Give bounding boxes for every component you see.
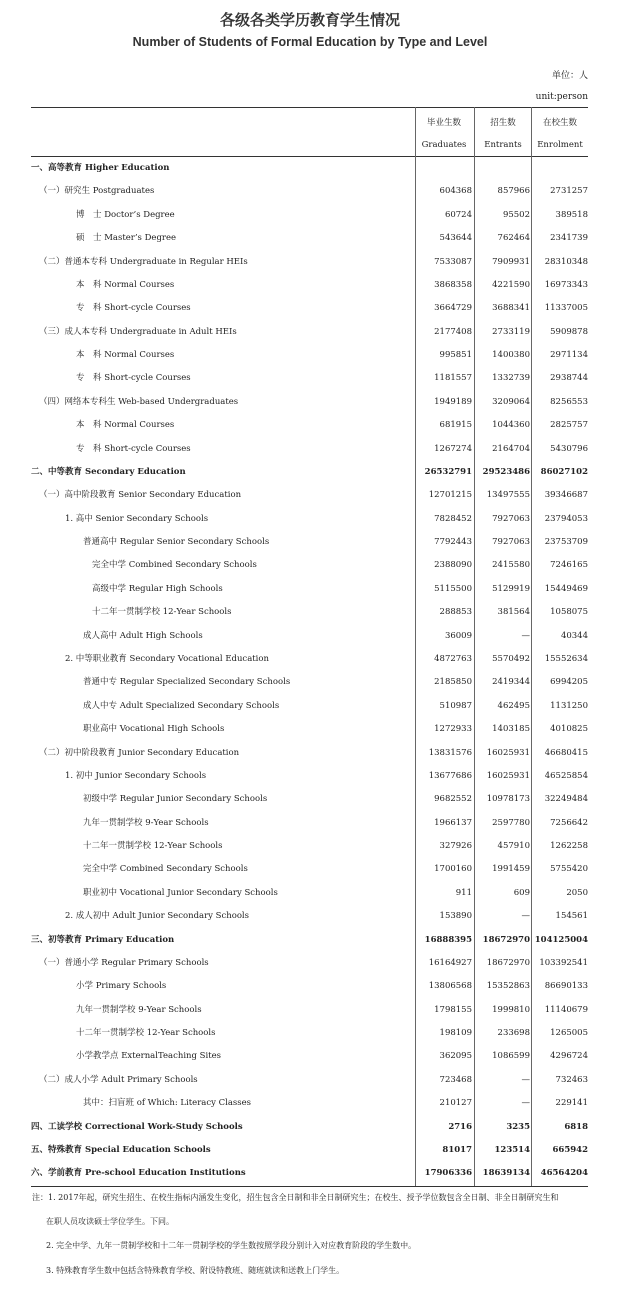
cell-graduates: 7533087 <box>434 256 472 267</box>
cell-graduates: 1267274 <box>434 443 472 454</box>
table-row <box>31 414 588 436</box>
footnote-line: 在职人员攻读硕士学位学生。下同。 <box>46 1217 174 1226</box>
cell-enrolment: 28310348 <box>544 256 588 267</box>
cell-enrolment: 389518 <box>555 209 588 220</box>
table-row <box>31 1092 588 1114</box>
cell-enrolment: 2825757 <box>550 420 588 431</box>
cell-enrolment: 46525854 <box>544 770 588 781</box>
cell-entrants: 233698 <box>497 1028 530 1039</box>
cell-entrants: 3235 <box>506 1121 530 1132</box>
cell-graduates: 3664729 <box>434 303 472 314</box>
cell-enrolment: 7256642 <box>550 817 588 828</box>
row-label: （一）研究生 Postgraduates <box>39 186 155 197</box>
cell-entrants: 609 <box>513 887 530 898</box>
cell-entrants: 10978173 <box>486 794 530 805</box>
table-row <box>31 1069 588 1091</box>
row-label: 成人高中 Adult High Schools <box>83 630 203 641</box>
cell-entrants: 2415580 <box>492 560 530 571</box>
cell-enrolment: 1058075 <box>550 607 588 618</box>
cell-entrants: 1086599 <box>492 1051 530 1062</box>
table-row <box>31 999 588 1021</box>
cell-graduates: 723468 <box>439 1074 472 1085</box>
cell-entrants: — <box>521 630 530 641</box>
cell-entrants: 18672970 <box>486 957 530 968</box>
cell-graduates: 210127 <box>439 1098 472 1109</box>
table-row <box>31 718 588 740</box>
cell-entrants: 3688341 <box>492 303 530 314</box>
row-label: 职业初中 Vocational Junior Secondary Schools <box>83 887 278 898</box>
cell-graduates: 4872763 <box>434 653 472 664</box>
row-label: 本 科 Normal Courses <box>76 420 175 431</box>
table-top-rule <box>31 107 588 108</box>
header-enrolment-en: Enrolment <box>537 140 583 150</box>
cell-entrants: 5129919 <box>492 583 530 594</box>
header-entrants-cn: 招生数 <box>490 118 516 128</box>
table-row <box>31 578 588 600</box>
cell-enrolment: 32249484 <box>544 794 588 805</box>
row-label: （三）成人本专科 Undergraduate in Adult HEIs <box>39 326 237 337</box>
cell-graduates: 36009 <box>444 630 472 641</box>
table-row <box>31 1045 588 1067</box>
page-title-cn: 各级各类学历教育学生情况 <box>219 11 400 29</box>
row-label: 成人中专 Adult Specialized Secondary Schools <box>83 700 280 711</box>
cell-entrants: 18639134 <box>482 1168 530 1179</box>
row-label: 十二年一贯制学校 12-Year Schools <box>76 1028 216 1039</box>
row-label: 普通高中 Regular Senior Secondary Schools <box>83 537 270 548</box>
cell-graduates: 510987 <box>439 700 472 711</box>
header-entrants-en: Entrants <box>484 140 522 150</box>
cell-enrolment: 46564204 <box>540 1168 588 1179</box>
row-label: （二）普通本专科 Undergraduate in Regular HEIs <box>39 256 248 267</box>
cell-enrolment: 15552634 <box>544 653 588 664</box>
cell-graduates: 1798155 <box>434 1004 472 1015</box>
cell-entrants: 123514 <box>494 1144 530 1155</box>
row-label: 1. 初中 Junior Secondary Schools <box>65 770 207 781</box>
cell-graduates: 543644 <box>439 233 472 244</box>
cell-graduates: 13677686 <box>428 770 472 781</box>
cell-entrants: 1991459 <box>492 864 530 875</box>
table-row <box>31 508 588 530</box>
cell-graduates: 1181557 <box>434 373 472 384</box>
row-label: 完全中学 Combined Secondary Schools <box>83 864 248 875</box>
cell-entrants: 457910 <box>497 841 530 852</box>
row-label: 专 科 Short-cycle Courses <box>76 303 191 314</box>
table-row <box>31 835 588 857</box>
row-label: 2. 中等职业教育 Secondary Vocational Education <box>65 653 269 664</box>
table-row <box>31 929 588 951</box>
cell-entrants: 7927063 <box>492 513 530 524</box>
cell-entrants: 1403185 <box>492 724 530 735</box>
cell-enrolment: 6994205 <box>550 677 588 688</box>
cell-enrolment: 6818 <box>564 1121 588 1132</box>
header-graduates-en: Graduates <box>421 140 467 150</box>
cell-graduates: 3868358 <box>434 279 472 290</box>
cell-graduates: 1272933 <box>434 724 472 735</box>
row-label: （一）高中阶段教育 Senior Secondary Education <box>39 490 242 501</box>
row-label: 二、中等教育 Secondary Education <box>31 466 186 477</box>
cell-graduates: 2177408 <box>434 326 472 337</box>
cell-enrolment: 8256553 <box>550 396 588 407</box>
table-row <box>31 648 588 670</box>
cell-graduates: 7828452 <box>434 513 472 524</box>
table-row <box>31 882 588 904</box>
cell-enrolment: 5909878 <box>550 326 588 337</box>
cell-entrants: 7909931 <box>492 256 530 267</box>
table-row <box>31 601 588 623</box>
unit-label-en: unit:person <box>535 92 588 102</box>
header-graduates-cn: 毕业生数 <box>426 118 461 128</box>
cell-entrants: 2733119 <box>492 326 530 337</box>
row-label: 六、学前教育 Pre-school Education Institutions <box>31 1168 246 1179</box>
cell-graduates: 604368 <box>439 186 472 197</box>
cell-entrants: 18672970 <box>482 934 530 945</box>
cell-enrolment: 229141 <box>555 1098 588 1109</box>
cell-graduates: 153890 <box>439 911 472 922</box>
cell-entrants: 16025931 <box>486 770 530 781</box>
row-label: 普通中专 Regular Specialized Secondary Schools <box>83 677 291 688</box>
cell-graduates: 13806568 <box>428 981 472 992</box>
cell-graduates: 2185850 <box>434 677 472 688</box>
table-bottom-rule <box>31 1186 588 1187</box>
row-label: 小学教学点 ExternalTeaching Sites <box>76 1051 221 1062</box>
cell-entrants: 3209064 <box>492 396 530 407</box>
cell-entrants: 1400380 <box>492 350 530 361</box>
row-label: 本 科 Normal Courses <box>76 279 175 290</box>
table-row <box>31 274 588 296</box>
cell-enrolment: 23753709 <box>544 537 588 548</box>
row-label: 职业高中 Vocational High Schools <box>83 724 225 735</box>
cell-entrants: 16025931 <box>486 747 530 758</box>
cell-enrolment: 86690133 <box>544 981 588 992</box>
row-label: （二）成人小学 Adult Primary Schools <box>39 1074 198 1085</box>
table-row <box>31 531 588 553</box>
table-row <box>31 671 588 693</box>
cell-graduates: 1949189 <box>434 396 472 407</box>
cell-graduates: 1966137 <box>434 817 472 828</box>
cell-entrants: 2597780 <box>492 817 530 828</box>
cell-entrants: 4221590 <box>492 279 530 290</box>
cell-enrolment: 2050 <box>566 887 588 898</box>
cell-entrants: 462495 <box>497 700 530 711</box>
cell-graduates: 13831576 <box>428 747 472 758</box>
row-label: 一、高等教育 Higher Education <box>31 163 170 173</box>
table-row <box>31 391 588 413</box>
row-label: 高级中学 Regular High Schools <box>92 583 223 594</box>
cell-enrolment: 2971134 <box>550 350 588 361</box>
cell-entrants: 13497555 <box>486 490 530 501</box>
cell-graduates: 362095 <box>439 1051 472 1062</box>
cell-enrolment: 15449469 <box>544 583 588 594</box>
cell-entrants: 1999810 <box>492 1004 530 1015</box>
table-row <box>31 227 588 249</box>
row-label: 五、特殊教育 Special Education Schools <box>31 1144 211 1155</box>
cell-graduates: 60724 <box>444 209 472 220</box>
cell-enrolment: 16973343 <box>544 279 588 290</box>
cell-enrolment: 86027102 <box>540 466 588 477</box>
cell-entrants: 381564 <box>497 607 530 618</box>
cell-entrants: 2164704 <box>492 443 530 454</box>
cell-enrolment: 23794053 <box>544 513 588 524</box>
cell-graduates: 9682552 <box>434 794 472 805</box>
row-label: 1. 高中 Senior Secondary Schools <box>65 513 209 524</box>
cell-graduates: 1700160 <box>434 864 472 875</box>
cell-enrolment: 40344 <box>560 630 588 641</box>
row-label: 硕 士 Master’s Degree <box>76 233 177 244</box>
cell-enrolment: 5430796 <box>550 443 588 454</box>
cell-enrolment: 1265005 <box>550 1028 588 1039</box>
table-row <box>31 975 588 997</box>
table-row <box>31 1139 588 1161</box>
table-row <box>31 204 588 226</box>
cell-graduates: 17906336 <box>424 1168 472 1179</box>
table-row <box>31 695 588 717</box>
cell-entrants: 2419344 <box>492 677 530 688</box>
unit-label-cn: 单位：人 <box>551 71 588 81</box>
table-row <box>31 321 588 343</box>
table-row <box>31 438 588 460</box>
row-label: 十二年一贯制学校 12-Year Schools <box>92 607 232 618</box>
row-label: 本 科 Normal Courses <box>76 350 175 361</box>
table-row <box>31 625 588 647</box>
cell-graduates: 26532791 <box>424 466 472 477</box>
cell-enrolment: 732463 <box>555 1074 588 1085</box>
cell-entrants: 29523486 <box>482 466 530 477</box>
cell-enrolment: 46680415 <box>544 747 588 758</box>
cell-entrants: 95502 <box>502 209 530 220</box>
cell-graduates: 288853 <box>439 607 472 618</box>
cell-enrolment: 4296724 <box>550 1051 588 1062</box>
row-label: 初级中学 Regular Junior Secondary Schools <box>83 794 268 805</box>
cell-enrolment: 103392541 <box>539 957 588 968</box>
cell-graduates: 16888395 <box>424 934 472 945</box>
cell-graduates: 81017 <box>442 1144 472 1155</box>
table-row <box>31 952 588 974</box>
header-enrolment-cn: 在校生数 <box>542 118 577 128</box>
cell-enrolment: 665942 <box>552 1144 588 1155</box>
cell-enrolment: 2938744 <box>550 373 588 384</box>
cell-entrants: — <box>521 1098 530 1109</box>
cell-graduates: 911 <box>455 887 472 898</box>
cell-enrolment: 11337005 <box>544 303 588 314</box>
cell-enrolment: 104125004 <box>534 934 588 945</box>
table-row <box>31 1162 588 1184</box>
cell-enrolment: 7246165 <box>550 560 588 571</box>
row-label: 九年一贯制学校 9-Year Schools <box>76 1004 202 1015</box>
cell-entrants: 1044360 <box>492 420 530 431</box>
cell-entrants: 7927063 <box>492 537 530 548</box>
footnote-line: 3. 特殊教育学生数中包括含特殊教育学校、附设特教班、随班就读和送教上门学生。 <box>46 1266 345 1275</box>
footnote-line: 注：1. 2017年起，研究生招生、在校生指标内涵发生变化，招生包含全日制和非全日制研究生；在校生、授予学位数包含全日制、非全日制研究生和 <box>32 1193 559 1202</box>
cell-graduates: 681915 <box>439 420 472 431</box>
row-label: （四）网络本专科生 Web-based Undergraduates <box>39 396 239 407</box>
table-row <box>31 742 588 764</box>
table-row <box>31 554 588 576</box>
row-label: 小学 Primary Schools <box>76 981 167 992</box>
cell-graduates: 7792443 <box>434 537 472 548</box>
cell-entrants: 762464 <box>497 233 530 244</box>
table-row <box>31 367 588 389</box>
cell-graduates: 327926 <box>439 841 472 852</box>
table-row <box>31 1022 588 1044</box>
cell-entrants: 15352863 <box>486 981 530 992</box>
cell-entrants: — <box>521 1074 530 1085</box>
table-row <box>31 812 588 834</box>
table-row <box>31 251 588 273</box>
cell-enrolment: 1262258 <box>550 841 588 852</box>
footnote-line: 2. 完全中学、九年一贯制学校和十二年一贯制学校的学生数按照学段分别计入对应教育阶段的学生数中。 <box>46 1241 417 1250</box>
table-row <box>31 788 588 810</box>
cell-graduates: 2716 <box>448 1121 472 1132</box>
cell-enrolment: 2341739 <box>550 233 588 244</box>
cell-entrants: 5570492 <box>492 653 530 664</box>
cell-entrants: — <box>521 911 530 922</box>
row-label: 完全中学 Combined Secondary Schools <box>92 560 257 571</box>
table-row <box>31 157 588 179</box>
row-label: 四、工读学校 Correctional Work-Study Schools <box>31 1121 243 1132</box>
row-label: （二）初中阶段教育 Junior Secondary Education <box>39 747 240 758</box>
row-label: 九年一贯制学校 9-Year Schools <box>83 817 209 828</box>
cell-graduates: 5115500 <box>434 583 472 594</box>
cell-graduates: 12701215 <box>428 490 472 501</box>
cell-enrolment: 1131250 <box>550 700 588 711</box>
table-row <box>31 905 588 927</box>
table-row <box>31 484 588 506</box>
row-label: 专 科 Short-cycle Courses <box>76 373 191 384</box>
table-row <box>31 344 588 366</box>
row-label: 其中：扫盲班 of Which: Literacy Classes <box>83 1098 252 1109</box>
table-row <box>31 1116 588 1138</box>
row-label: 2. 成人初中 Adult Junior Secondary Schools <box>65 911 250 922</box>
cell-entrants: 857966 <box>497 186 530 197</box>
cell-graduates: 2388090 <box>434 560 472 571</box>
cell-enrolment: 154561 <box>555 911 588 922</box>
cell-entrants: 1332739 <box>492 373 530 384</box>
cell-enrolment: 2731257 <box>550 186 588 197</box>
row-label: 十二年一贯制学校 12-Year Schools <box>83 841 223 852</box>
row-label: （一）普通小学 Regular Primary Schools <box>39 957 209 968</box>
table-row <box>31 297 588 319</box>
cell-graduates: 198109 <box>439 1028 472 1039</box>
cell-enrolment: 4010825 <box>550 724 588 735</box>
cell-graduates: 995851 <box>439 350 472 361</box>
table-row <box>31 765 588 787</box>
row-label: 博 士 Doctor’s Degree <box>76 209 175 220</box>
cell-enrolment: 5755420 <box>550 864 588 875</box>
page-title-en: Number of Students of Formal Education by Type and Level <box>132 35 488 49</box>
cell-enrolment: 11140679 <box>544 1004 588 1015</box>
table-row <box>31 180 588 202</box>
cell-enrolment: 39346687 <box>544 490 588 501</box>
table-row <box>31 858 588 880</box>
row-label: 专 科 Short-cycle Courses <box>76 443 191 454</box>
cell-graduates: 16164927 <box>428 957 472 968</box>
table-row <box>31 461 588 483</box>
row-label: 三、初等教育 Primary Education <box>31 934 175 945</box>
